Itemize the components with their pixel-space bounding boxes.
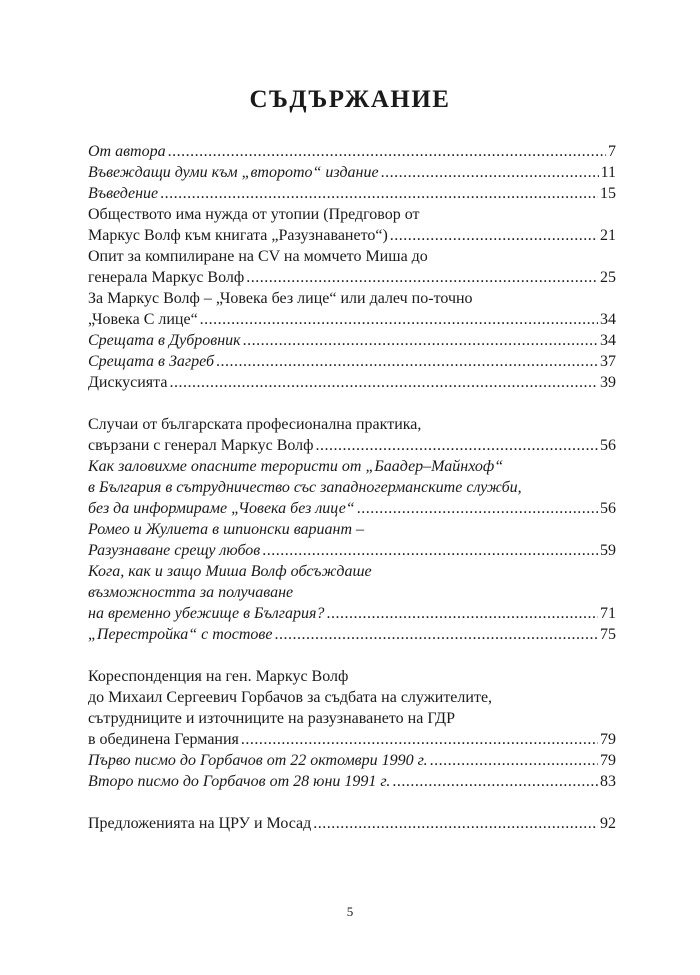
toc-page-number: 21: [600, 227, 616, 244]
toc-entry-line: [88, 666, 616, 687]
dot-leader: [313, 813, 598, 834]
toc-entry-text: Разузнаване срещу любов: [88, 542, 261, 559]
toc-page-number: 37: [600, 353, 616, 370]
toc-entry-text: От автора: [88, 143, 166, 160]
toc-entry-text: възможността за получаване: [88, 584, 294, 601]
dot-leader: [169, 372, 598, 393]
toc-entry[interactable]: [88, 456, 616, 519]
dot-leader: [241, 729, 598, 750]
section-gap: [88, 645, 616, 666]
dot-leader: [243, 330, 598, 351]
toc-entry-text: в обединена Германия: [88, 731, 239, 748]
toc-entry-line: [88, 246, 616, 267]
toc-entry-last-line: [88, 624, 616, 645]
toc-entry-last-line: [88, 603, 616, 624]
toc-page-number: 92: [600, 815, 616, 832]
dot-leader: [357, 498, 598, 519]
toc-page-number: 56: [600, 437, 616, 454]
toc-entry[interactable]: [88, 624, 616, 645]
section-gap: [88, 792, 616, 813]
toc-entry-line: [88, 561, 616, 582]
toc-entry-text: Предложенията на ЦРУ и Мосад: [88, 815, 312, 832]
toc-entry-text: генерала Маркус Волф: [88, 269, 245, 286]
toc-entry-last-line: [88, 498, 616, 519]
toc-entry-text: сътрудниците и източниците на разузнаването на ГДР: [88, 710, 455, 727]
toc-entry-text: свързани с генерал Маркус Волф: [88, 437, 314, 454]
toc-page-number: 11: [600, 164, 616, 181]
toc-entry-last-line: [88, 750, 616, 771]
toc-entry[interactable]: [88, 246, 616, 288]
dot-leader: [392, 771, 598, 792]
toc-entry-text: Опит за компилиране на CV на момчето Миша до: [88, 248, 428, 265]
toc-entry-text: до Михаил Сергеевич Горбачов за съдбата на служителите,: [88, 689, 493, 706]
toc-entry[interactable]: [88, 414, 616, 456]
dot-leader: [430, 750, 598, 771]
toc-entry-last-line: [88, 183, 616, 204]
toc-entry-text: Маркус Волф към книгата „Разузнаването“): [88, 227, 388, 244]
toc-entry-text: Първо писмо до Горбачов от 22 октомври 1990 г.: [88, 752, 428, 769]
toc-entry-line: [88, 519, 616, 540]
toc-entry[interactable]: [88, 183, 616, 204]
toc-page-number: 25: [600, 269, 616, 286]
dot-leader: [390, 225, 598, 246]
toc-page-number: 59: [600, 542, 616, 559]
toc-entry-text: Въвеждащи думи към „второто“ издание: [88, 164, 379, 181]
toc-entry-last-line: [88, 351, 616, 372]
toc-entry-last-line: [88, 813, 616, 834]
toc-page-number: 71: [600, 605, 616, 622]
toc-entry[interactable]: [88, 162, 616, 183]
toc-entry-text: „Човека С лице“: [88, 311, 198, 328]
toc-entry-line: [88, 288, 616, 309]
toc-entry-text: Ромео и Жулиета в шпионски вариант –: [88, 521, 365, 538]
toc-page-number: 34: [600, 311, 616, 328]
toc-entry-last-line: [88, 162, 616, 183]
toc-entry-last-line: [88, 771, 616, 792]
toc-page-number: 34: [600, 332, 616, 349]
page-number: 5: [346, 904, 354, 919]
table-of-contents: [88, 141, 616, 834]
toc-entry-last-line: [88, 309, 616, 330]
dot-leader: [168, 141, 606, 162]
toc-entry-last-line: [88, 267, 616, 288]
toc-entry[interactable]: [88, 771, 616, 792]
dot-leader: [246, 267, 598, 288]
page-title: СЪДЪРЖАНИЕ: [249, 86, 451, 113]
toc-entry-line: [88, 708, 616, 729]
toc-entry[interactable]: [88, 666, 616, 750]
toc-entry-text: Дискусията: [88, 374, 168, 391]
toc-entry-text: Второ писмо до Горбачов от 28 юни 1991 г.: [88, 773, 391, 790]
toc-entry-text: без да информираме „Човека без лице“: [88, 500, 355, 517]
toc-page-number: 79: [600, 752, 616, 769]
toc-entry-text: Срещата в Дубровник: [88, 332, 241, 349]
dot-leader: [216, 351, 598, 372]
toc-entry[interactable]: [88, 351, 616, 372]
toc-entry-line: [88, 456, 616, 477]
toc-entry-text: Как заловихме опасните терористи от „Баадер–Майнхоф“: [88, 458, 504, 475]
dot-leader: [262, 540, 598, 561]
toc-entry-last-line: [88, 435, 616, 456]
toc-entry[interactable]: [88, 372, 616, 393]
toc-entry-text: Срещата в Загреб: [88, 353, 215, 370]
toc-page-number: 7: [608, 143, 616, 160]
toc-entry-line: [88, 477, 616, 498]
toc-entry-text: Кореспонденция на ген. Маркус Волф: [88, 668, 349, 685]
toc-page-number: 83: [600, 773, 616, 790]
toc-entry-line: [88, 204, 616, 225]
toc-entry[interactable]: [88, 813, 616, 834]
toc-page-number: 56: [600, 500, 616, 517]
toc-entry-last-line: [88, 729, 616, 750]
toc-page-number: 39: [600, 374, 616, 391]
dot-leader: [326, 603, 598, 624]
toc-entry-last-line: [88, 330, 616, 351]
toc-entry-text: Кога, как и защо Миша Волф обсъждаше: [88, 563, 372, 580]
toc-entry-text: Обществото има нужда от утопии (Предговор от: [88, 206, 420, 223]
toc-entry[interactable]: [88, 204, 616, 246]
toc-entry-last-line: [88, 141, 616, 162]
dot-leader: [274, 624, 598, 645]
toc-entry-last-line: [88, 225, 616, 246]
toc-page-number: 75: [600, 626, 616, 643]
toc-entry[interactable]: [88, 288, 616, 330]
toc-entry-text: „Перестройка“ с тостове: [88, 626, 273, 643]
dot-leader: [381, 162, 599, 183]
toc-entry-text: Случаи от българската професионална практика,: [88, 416, 422, 433]
toc-entry[interactable]: [88, 750, 616, 771]
toc-entry-text: на временно убежище в България?: [88, 605, 325, 622]
dot-leader: [200, 309, 598, 330]
toc-entry[interactable]: [88, 519, 616, 561]
toc-entry-text: в България в сътрудничество със западногерманските служби,: [88, 479, 522, 496]
toc-entry-line: [88, 582, 616, 603]
toc-page-number: 79: [600, 731, 616, 748]
toc-entry[interactable]: [88, 561, 616, 624]
dot-leader: [316, 435, 598, 456]
section-gap: [88, 393, 616, 414]
toc-entry[interactable]: [88, 141, 616, 162]
toc-entry-last-line: [88, 540, 616, 561]
toc-entry-text: Въведение: [88, 185, 159, 202]
toc-entry-line: [88, 414, 616, 435]
toc-entry-last-line: [88, 372, 616, 393]
toc-entry-text: За Маркус Волф – „Човека без лице“ или далеч по-точно: [88, 290, 473, 307]
dot-leader: [160, 183, 598, 204]
toc-page-number: 15: [600, 185, 616, 202]
toc-entry[interactable]: [88, 330, 616, 351]
toc-entry-line: [88, 687, 616, 708]
